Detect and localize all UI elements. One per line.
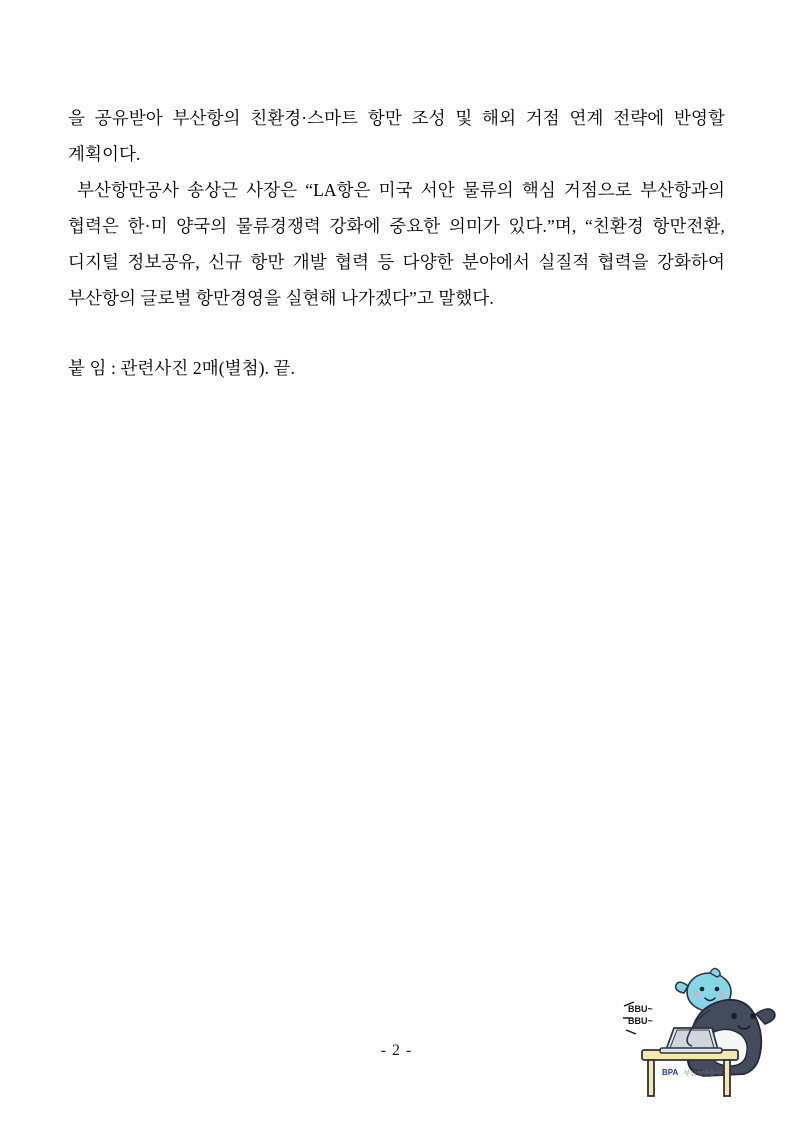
paragraph-2: 부산항만공사 송상근 사장은 “LA항은 미국 서안 물류의 핵심 거점으로 부산항과의 협력은 한·미 양국의 물류경쟁력 강화에 중요한 의미가 있다.”며, “친환경 항만전환, 디지털 정보공유, 신규 항만 개발 협력 등 다양한 분야에서 실질적 협력을 강화하여 부산항의 글로벌 항만경영을 실현해 나가겠다”고 말했다.	[68, 180, 725, 308]
svg-text:BPA: BPA	[662, 1068, 679, 1077]
svg-text:부산항만공사: 부산항만공사	[684, 1070, 722, 1077]
mascot-illustration	[614, 962, 779, 1102]
page-number: - 2 -	[380, 1042, 413, 1059]
bpa-logo	[662, 1068, 722, 1077]
paragraph-1: 을 공유받아 부산항의 친환경·스마트 항만 조성 및 해외 거점 연계 전략에 반영할 계획이다.	[68, 108, 725, 164]
svg-text:BBU~: BBU~	[628, 1016, 653, 1026]
attachment-note: 붙 임 : 관련사진 2매(별첨). 끝.	[68, 358, 296, 378]
svg-text:BBU~: BBU~	[628, 1004, 653, 1014]
paragraph-spacer	[68, 316, 725, 350]
document-body	[68, 100, 725, 386]
mascot-speech-text	[623, 1002, 653, 1034]
laptop-icon	[660, 1028, 722, 1053]
